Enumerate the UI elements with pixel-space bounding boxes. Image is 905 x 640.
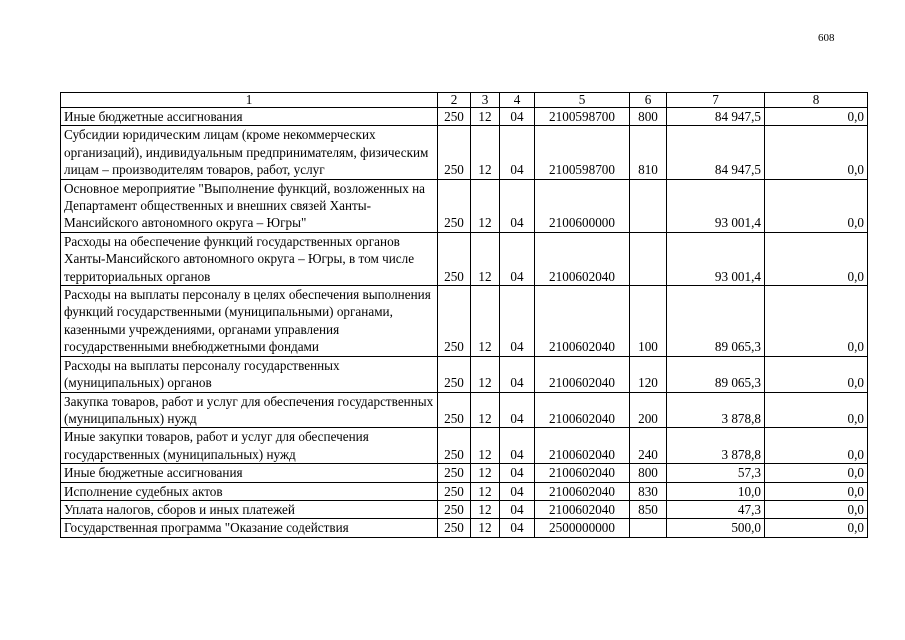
- amount-cell: 84 947,5: [667, 126, 765, 179]
- amount-cell: 0,0: [765, 232, 868, 285]
- table-row: [61, 428, 868, 464]
- code-cell: 250: [438, 108, 471, 126]
- code-cell: 12: [471, 232, 500, 285]
- table-row: [61, 108, 868, 126]
- code-cell: 2100602040: [535, 356, 630, 392]
- item-name-cell: Иные бюджетные ассигнования: [61, 108, 438, 126]
- item-name-cell: Расходы на выплаты персоналу государственных (муниципальных) органов: [61, 356, 438, 392]
- code-cell: 12: [471, 464, 500, 482]
- code-cell: 2100602040: [535, 482, 630, 500]
- code-cell: 850: [630, 500, 667, 518]
- table-row: [61, 356, 868, 392]
- amount-cell: 0,0: [765, 286, 868, 357]
- item-name-cell: Государственная программа "Оказание содействия: [61, 519, 438, 537]
- amount-cell: 0,0: [765, 108, 868, 126]
- code-cell: 810: [630, 126, 667, 179]
- code-cell: 04: [500, 108, 535, 126]
- code-cell: 2100600000: [535, 179, 630, 232]
- code-cell: 250: [438, 464, 471, 482]
- table-row: [61, 392, 868, 428]
- code-cell: 250: [438, 356, 471, 392]
- code-cell: 12: [471, 126, 500, 179]
- code-cell: 12: [471, 108, 500, 126]
- header-cell: 2: [438, 93, 471, 108]
- code-cell: 2100602040: [535, 286, 630, 357]
- code-cell: 2100602040: [535, 500, 630, 518]
- code-cell: 04: [500, 179, 535, 232]
- code-cell: 100: [630, 286, 667, 357]
- amount-cell: 3 878,8: [667, 392, 765, 428]
- code-cell: 800: [630, 464, 667, 482]
- code-cell: 12: [471, 519, 500, 537]
- code-cell: 2500000000: [535, 519, 630, 537]
- code-cell: 250: [438, 392, 471, 428]
- code-cell: [630, 519, 667, 537]
- code-cell: 04: [500, 392, 535, 428]
- code-cell: 250: [438, 179, 471, 232]
- code-cell: 04: [500, 500, 535, 518]
- code-cell: 2100602040: [535, 428, 630, 464]
- page-number: 608: [818, 32, 835, 44]
- item-name-cell: Иные бюджетные ассигнования: [61, 464, 438, 482]
- code-cell: 240: [630, 428, 667, 464]
- code-cell: 12: [471, 500, 500, 518]
- code-cell: 2100602040: [535, 464, 630, 482]
- amount-cell: 3 878,8: [667, 428, 765, 464]
- code-cell: 830: [630, 482, 667, 500]
- code-cell: 12: [471, 286, 500, 357]
- table-row: [61, 232, 868, 285]
- amount-cell: 89 065,3: [667, 286, 765, 357]
- code-cell: 12: [471, 179, 500, 232]
- item-name-cell: Закупка товаров, работ и услуг для обеспечения государственных (муниципальных) нужд: [61, 392, 438, 428]
- item-name-cell: Основное мероприятие "Выполнение функций, возложенных на Департамент общественных и внешних связей Ханты-Мансийского автономного округа – Югры": [61, 179, 438, 232]
- item-name-cell: Расходы на обеспечение функций государственных органов Ханты-Мансийского автономного округа – Югры, в том числе территориальных органов: [61, 232, 438, 285]
- amount-cell: 0,0: [765, 428, 868, 464]
- item-name-cell: Уплата налогов, сборов и иных платежей: [61, 500, 438, 518]
- code-cell: 200: [630, 392, 667, 428]
- amount-cell: 10,0: [667, 482, 765, 500]
- header-cell: 7: [667, 93, 765, 108]
- amount-cell: 89 065,3: [667, 356, 765, 392]
- code-cell: 12: [471, 482, 500, 500]
- table-row: [61, 179, 868, 232]
- amount-cell: 0,0: [765, 392, 868, 428]
- code-cell: 04: [500, 428, 535, 464]
- header-cell: 6: [630, 93, 667, 108]
- header-cell: 3: [471, 93, 500, 108]
- code-cell: 800: [630, 108, 667, 126]
- code-cell: 250: [438, 500, 471, 518]
- code-cell: 250: [438, 482, 471, 500]
- amount-cell: 47,3: [667, 500, 765, 518]
- code-cell: 04: [500, 356, 535, 392]
- table-row: [61, 286, 868, 357]
- code-cell: 2100602040: [535, 232, 630, 285]
- code-cell: 12: [471, 356, 500, 392]
- code-cell: [630, 179, 667, 232]
- code-cell: 250: [438, 428, 471, 464]
- amount-cell: 0,0: [765, 356, 868, 392]
- amount-cell: 500,0: [667, 519, 765, 537]
- code-cell: 2100598700: [535, 108, 630, 126]
- code-cell: 04: [500, 519, 535, 537]
- code-cell: 04: [500, 464, 535, 482]
- amount-cell: 0,0: [765, 482, 868, 500]
- table-header-row: [61, 93, 868, 108]
- table-row: [61, 500, 868, 518]
- code-cell: 250: [438, 232, 471, 285]
- code-cell: 04: [500, 232, 535, 285]
- amount-cell: 0,0: [765, 126, 868, 179]
- amount-cell: 93 001,4: [667, 179, 765, 232]
- code-cell: [630, 232, 667, 285]
- table-row: [61, 126, 868, 179]
- item-name-cell: Исполнение судебных актов: [61, 482, 438, 500]
- amount-cell: 0,0: [765, 500, 868, 518]
- amount-cell: 84 947,5: [667, 108, 765, 126]
- table-row: [61, 519, 868, 537]
- table-row: [61, 464, 868, 482]
- amount-cell: 0,0: [765, 179, 868, 232]
- header-cell: 1: [61, 93, 438, 108]
- code-cell: 2100602040: [535, 392, 630, 428]
- code-cell: 250: [438, 286, 471, 357]
- code-cell: 04: [500, 482, 535, 500]
- amount-cell: 57,3: [667, 464, 765, 482]
- code-cell: 250: [438, 519, 471, 537]
- code-cell: 2100598700: [535, 126, 630, 179]
- amount-cell: 0,0: [765, 519, 868, 537]
- code-cell: 04: [500, 126, 535, 179]
- header-cell: 4: [500, 93, 535, 108]
- item-name-cell: Субсидии юридическим лицам (кроме некоммерческих организаций), индивидуальным предпринимателям, физическим лицам – производителям товаров, работ, услуг: [61, 126, 438, 179]
- item-name-cell: Иные закупки товаров, работ и услуг для обеспечения государственных (муниципальных) нужд: [61, 428, 438, 464]
- code-cell: 04: [500, 286, 535, 357]
- header-cell: 8: [765, 93, 868, 108]
- code-cell: 250: [438, 126, 471, 179]
- amount-cell: 93 001,4: [667, 232, 765, 285]
- amount-cell: 0,0: [765, 464, 868, 482]
- item-name-cell: Расходы на выплаты персоналу в целях обеспечения выполнения функций государственными (муниципальными) органами, казенными учреждениями, органами управления государственными внебюджетными фондами: [61, 286, 438, 357]
- header-cell: 5: [535, 93, 630, 108]
- code-cell: 12: [471, 392, 500, 428]
- table-row: [61, 482, 868, 500]
- code-cell: 120: [630, 356, 667, 392]
- code-cell: 12: [471, 428, 500, 464]
- budget-table: [60, 92, 868, 538]
